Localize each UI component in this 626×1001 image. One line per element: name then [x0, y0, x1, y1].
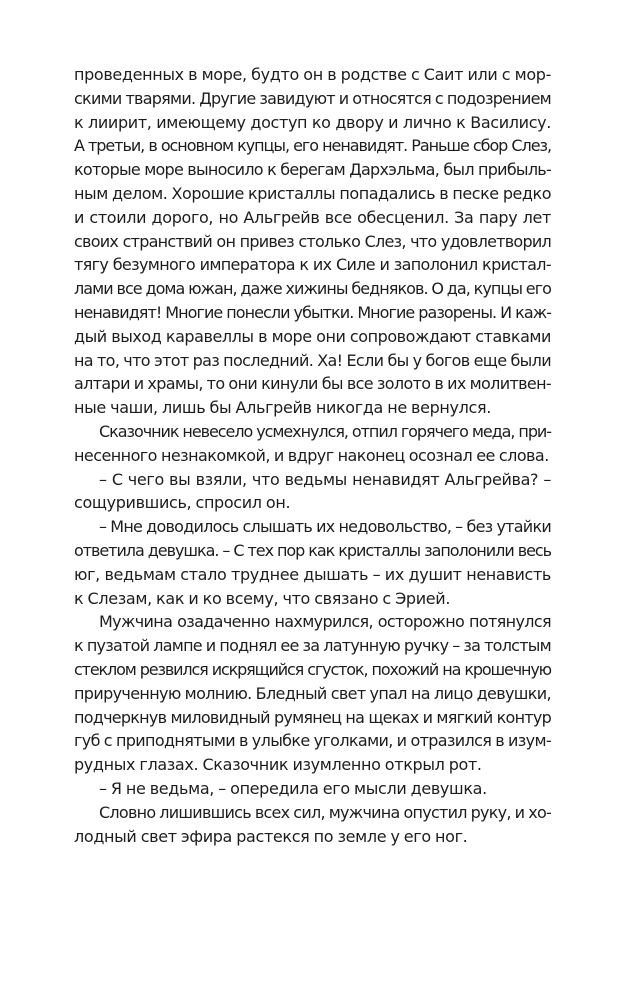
text-line: А третьи, в основном купцы, его ненавидят. Раньше сбор Слез,: [74, 136, 551, 156]
text-line: лами все дома южан, даже хижины бедняков. О да, купцы его: [74, 279, 551, 299]
text-line: тягу безумного императора к их Силе и заполонил кристал-: [74, 255, 551, 275]
text-line: рудных глазах. Сказочник изумленно открыл рот.: [74, 755, 482, 775]
text-line: Мужчина озадаченно нахмурился, осторожно потянулся: [99, 612, 551, 632]
paragraph: [74, 610, 551, 777]
text-line: сощурившись, спросил он.: [74, 493, 291, 513]
paragraph: [74, 468, 551, 516]
text-line: дый выход каравеллы в море они сопровождают ставками: [74, 326, 551, 346]
text-line: скими тварями. Другие завидуют и относятся с подозрением: [74, 88, 551, 108]
text-line: ным делом. Хорошие кристаллы попадались в песке редко: [74, 183, 552, 203]
text-line: к Слезам, как и ко всему, что связано с Эрией.: [74, 588, 451, 608]
text-line: к пузатой лампе и поднял ее за латунную ручку – за толстым: [74, 636, 551, 656]
page-text: [74, 63, 551, 848]
paragraph: [74, 420, 551, 468]
text-line: ответила девушка. – С тех пор как кристаллы заполонили весь: [74, 540, 551, 560]
text-line: Словно лишившись всех сил, мужчина опустил руку, и хо-: [99, 802, 551, 822]
text-line: к лиирит, имеющему доступ ко двору и лично к Василису.: [74, 112, 551, 132]
text-line: – Я не ведьма, – опередила его мысли девушка.: [99, 778, 487, 798]
text-line: Сказочник невесело усмехнулся, отпил горячего меда, при-: [99, 421, 551, 441]
paragraph: [74, 777, 551, 801]
text-line: юг, ведьмам стало труднее дышать – их душит ненависть: [74, 564, 551, 584]
paragraph: [74, 801, 551, 849]
text-line: ненавидят! Многие понесли убытки. Многие разорены. И каж-: [74, 302, 551, 322]
text-line: – Мне доводилось слышать их недовольство, – без утайки: [99, 517, 551, 537]
text-line: стеклом резвился искрящийся сгусток, похожий на крошечную: [74, 659, 551, 679]
text-line: алтари и храмы, то они кинули бы все золото в их молитвен-: [74, 374, 552, 394]
text-line: губ с приподнятыми в улыбке уголками, и отразился в изум-: [74, 731, 551, 751]
text-line: лодный свет эфира растекся по земле у его ног.: [74, 826, 468, 846]
text-line: прирученную молнию. Бледный свет упал на лицо девушки,: [74, 683, 551, 703]
text-line: ные чаши, лишь бы Альгрейв никогда не вернулся.: [74, 398, 491, 418]
text-line: на то, что этот раз последний. Ха! Если бы у богов еще были: [74, 350, 551, 370]
text-line: несенного незнакомкой, и вдруг наконец осознал ее слова.: [74, 445, 549, 465]
text-line: подчеркнув миловидный румянец на щеках и мягкий контур: [74, 707, 551, 727]
text-line: – С чего вы взяли, что ведьмы ненавидят Альгрейва? –: [99, 469, 551, 489]
paragraph: [74, 63, 551, 420]
paragraph: [74, 515, 551, 610]
text-line: и стоили дорого, но Альгрейв все обесценил. За пару лет: [74, 207, 551, 227]
text-line: своих странствий он привез столько Слез, что удовлетворил: [74, 231, 551, 251]
text-line: которые море выносило к берегам Дархэльма, был прибыль-: [74, 160, 551, 180]
text-line: проведенных в море, будто он в родстве с Саит или с мор-: [74, 65, 551, 84]
